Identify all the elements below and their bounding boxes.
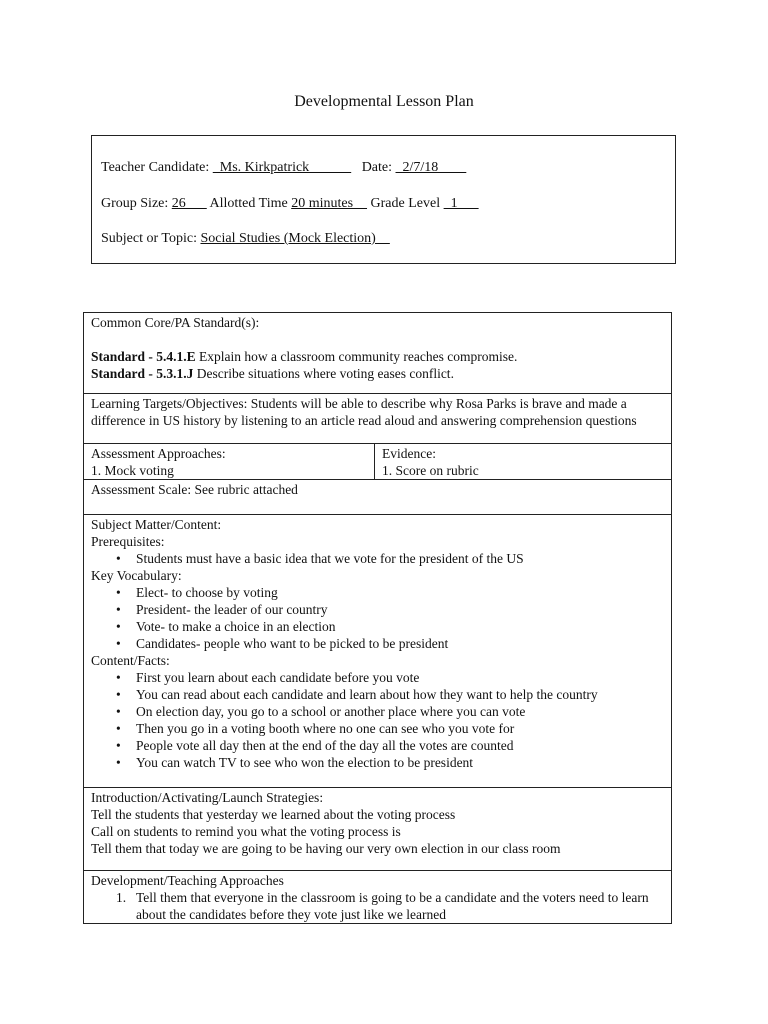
standards-cell <box>84 313 672 394</box>
facts-label: Content/Facts: <box>91 653 170 668</box>
prereq-list <box>91 550 664 567</box>
lesson-info-box <box>91 135 676 264</box>
date-label: Date: <box>361 160 393 175</box>
assessment-scale: Assessment Scale: See rubric attached <box>91 482 298 497</box>
time-label: Allotted Time <box>209 196 288 211</box>
development-list <box>91 889 664 923</box>
standard-code: Standard - 5.3.1.J <box>91 366 194 381</box>
assessment-approaches-cell <box>84 444 375 480</box>
list-item: • President- the leader of our country <box>91 601 664 618</box>
subject-value: Social Studies (Mock Election) <box>200 231 390 246</box>
introduction-label: Introduction/Activating/Launch Strategies: <box>91 790 324 805</box>
approaches-value: 1. Mock voting <box>91 463 174 478</box>
item-number: 1. <box>116 890 127 905</box>
teacher-value: Ms. Kirkpatrick <box>212 160 352 175</box>
list-item: • First you learn about each candidate before you vote <box>91 669 664 686</box>
content-label: Subject Matter/Content: <box>91 517 222 532</box>
list-item: • Elect- to choose by voting <box>91 584 664 601</box>
page-title: Developmental Lesson Plan <box>294 93 474 110</box>
evidence-value: 1. Score on rubric <box>382 463 479 478</box>
item-text: Tell them that everyone in the classroom is going to be a candidate and the voters need to learn about the candidates before they vote just like we learned <box>136 890 649 922</box>
lesson-plan-table <box>83 312 672 924</box>
vocab-label: Key Vocabulary: <box>91 568 182 583</box>
list-item: • Then you go in a voting booth where no one can see who you vote for <box>91 720 664 737</box>
facts-list <box>91 669 664 771</box>
subject-label: Subject or Topic: <box>101 231 197 246</box>
standard-text: Describe situations where voting eases conflict. <box>193 366 454 381</box>
objectives-text: Learning Targets/Objectives: Students will be able to describe why Rosa Parks is brave and made a difference in US history by listening to an article read aloud and answering comprehension questions <box>91 396 637 428</box>
standard-item <box>91 365 664 382</box>
list-item: • Candidates- people who want to be picked to be president <box>91 635 664 652</box>
assessment-scale-cell <box>84 480 672 515</box>
list-item: • You can read about each candidate and learn about how they want to help the country <box>91 686 664 703</box>
list-item: • People vote all day then at the end of the day all the votes are counted <box>91 737 664 754</box>
list-item: • Students must have a basic idea that we vote for the president of the US <box>91 550 664 567</box>
development-cell <box>84 871 672 924</box>
subject-row <box>101 230 390 247</box>
grade-value: 1 <box>443 196 479 211</box>
list-item: • On election day, you go to a school or another place where you can vote <box>91 703 664 720</box>
time-value: 20 minutes <box>291 196 368 211</box>
group-value: 26 <box>171 196 207 211</box>
grade-label: Grade Level <box>370 196 441 211</box>
introduction-line: Tell them that today we are going to be having our very own election in our class room <box>91 841 561 856</box>
introduction-line: Tell the students that yesterday we learned about the voting process <box>91 807 456 822</box>
date-value: 2/7/18 <box>395 160 467 175</box>
list-item <box>91 889 664 923</box>
group-label: Group Size: <box>101 196 169 211</box>
objectives-cell <box>84 394 672 444</box>
approaches-label: Assessment Approaches: <box>91 446 226 461</box>
development-label: Development/Teaching Approaches <box>91 873 284 888</box>
subject-matter-cell <box>84 515 672 788</box>
evidence-label: Evidence: <box>382 446 436 461</box>
standard-text: Explain how a classroom community reaches compromise. <box>195 349 518 364</box>
standard-item <box>91 348 664 365</box>
introduction-line: Call on students to remind you what the voting process is <box>91 824 401 839</box>
vocab-list <box>91 584 664 652</box>
group-time-grade-row <box>101 195 479 212</box>
list-item: • Vote- to make a choice in an election <box>91 618 664 635</box>
evidence-cell <box>375 444 672 480</box>
prereq-label: Prerequisites: <box>91 534 165 549</box>
introduction-cell <box>84 788 672 871</box>
standards-label: Common Core/PA Standard(s): <box>91 315 260 330</box>
teacher-label: Teacher Candidate: <box>101 160 210 175</box>
list-item: • You can watch TV to see who won the election to be president <box>91 754 664 771</box>
standard-code: Standard - 5.4.1.E <box>91 349 196 364</box>
teacher-date-row <box>101 159 466 176</box>
